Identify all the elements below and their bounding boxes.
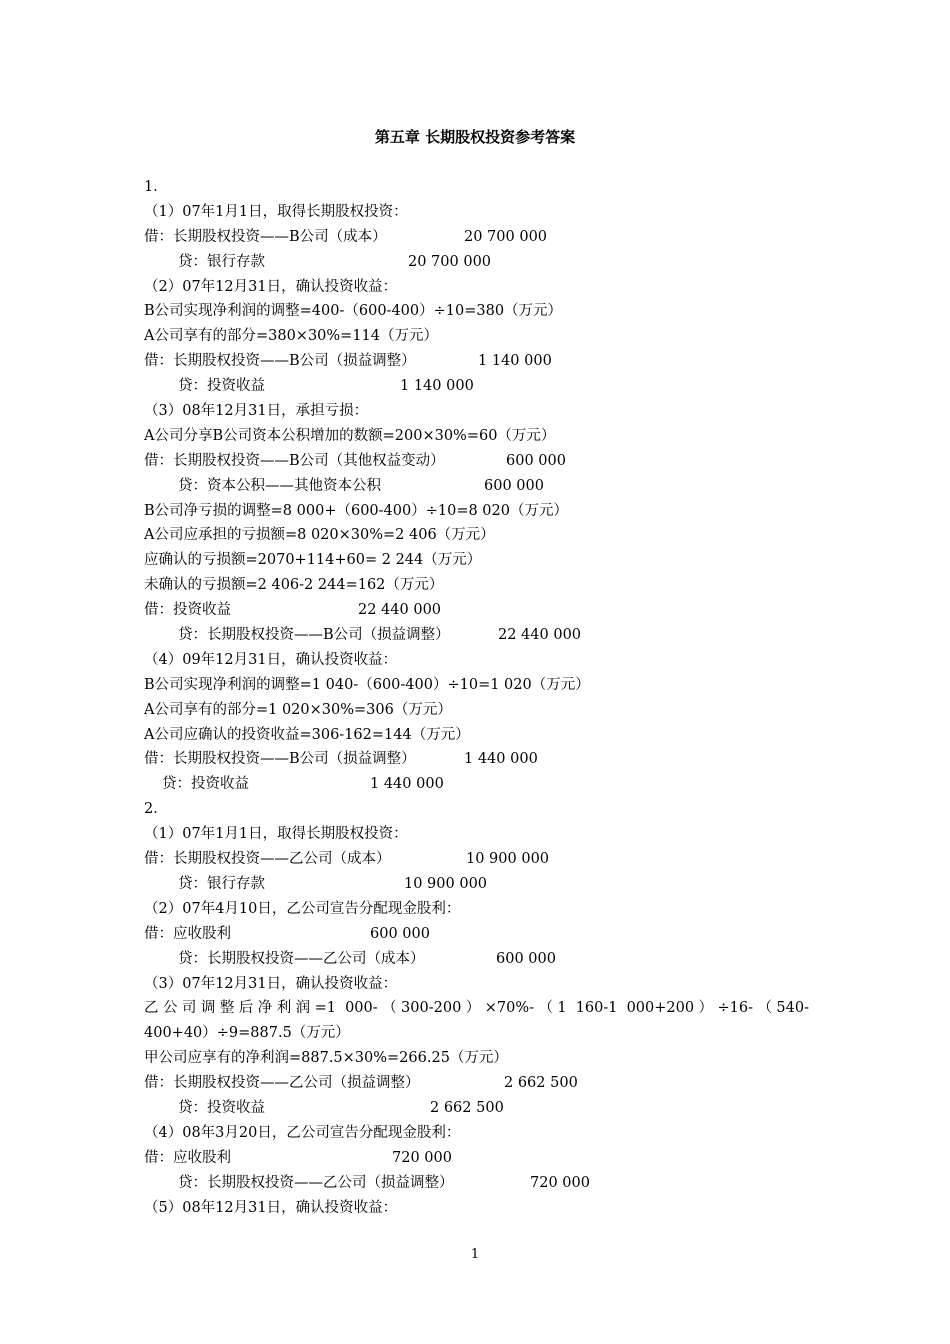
text-line: [144, 772, 809, 797]
line-text: 借：长期股权投资——B公司（成本）: [144, 228, 387, 245]
text-line: [144, 449, 809, 474]
text-line: [144, 499, 809, 524]
document-body: [144, 175, 809, 1220]
line-amount: 2 662 500: [430, 1099, 504, 1116]
text-line: [144, 996, 809, 1021]
line-amount: 10 900 000: [404, 875, 488, 892]
line-amount: 2 662 500: [504, 1075, 578, 1092]
text-line: [144, 399, 809, 424]
line-text: 乙公司调整后净利润=1 000-（300-200）×70%-（1 160-1 000+200）÷16-（540-: [144, 1000, 809, 1017]
text-line: [144, 847, 809, 872]
line-text: （2）07年4月10日，乙公司宣告分配现金股利：: [144, 900, 461, 917]
line-text: 未确认的亏损额=2 406-2 244=162（万元）: [144, 577, 444, 594]
line-text: 贷：长期股权投资——乙公司（损益调整）: [178, 1174, 454, 1191]
line-text: 贷：长期股权投资——B公司（损益调整）: [178, 627, 450, 644]
line-text: 2．: [144, 801, 168, 818]
text-line: [144, 1021, 809, 1046]
text-line: [144, 324, 809, 349]
line-text: （3）08年12月31日，承担亏损：: [144, 403, 369, 420]
text-line: [144, 573, 809, 598]
text-line: [144, 374, 809, 399]
line-text: 借：应收股利: [144, 1149, 231, 1166]
line-amount: 720 000: [392, 1149, 452, 1166]
line-text: 贷：投资收益: [162, 776, 249, 793]
text-line: [144, 1121, 809, 1146]
line-text: 借：应收股利: [144, 925, 231, 942]
line-text: （1）07年1月1日，取得长期股权投资：: [144, 203, 408, 220]
line-text: 借：长期股权投资——乙公司（损益调整）: [144, 1075, 420, 1092]
line-text: 借：长期股权投资——B公司（其他权益变动）: [144, 452, 445, 469]
text-line: [144, 523, 809, 548]
line-text: A公司应确认的投资收益=306-162=144（万元）: [144, 726, 470, 743]
text-line: [144, 424, 809, 449]
text-line: [144, 548, 809, 573]
text-line: [144, 822, 809, 847]
text-line: [144, 299, 809, 324]
line-text: 400+40）÷9=887.5（万元）: [144, 1025, 350, 1042]
line-text: B公司实现净利润的调整=1 040-（600-400）÷10=1 020（万元）: [144, 676, 590, 693]
line-text: 贷：投资收益: [178, 378, 265, 395]
text-line: [144, 1046, 809, 1071]
line-amount: 600 000: [506, 452, 566, 469]
line-amount: 1 140 000: [478, 353, 552, 370]
line-amount: 1 440 000: [370, 776, 444, 793]
line-text: 贷：银行存款: [178, 875, 265, 892]
text-line: [144, 972, 809, 997]
text-line: [144, 175, 809, 200]
text-line: [144, 897, 809, 922]
line-text: 应确认的亏损额=2070+114+60= 2 244（万元）: [144, 552, 482, 569]
line-text: A公司分享B公司资本公积增加的数额=200×30%=60（万元）: [144, 427, 556, 444]
line-amount: 22 440 000: [498, 627, 582, 644]
text-line: [144, 723, 809, 748]
line-text: 1．: [144, 179, 168, 195]
line-text: B公司净亏损的调整=8 000+（600-400）÷10=8 020（万元）: [144, 502, 568, 519]
line-text: （3）07年12月31日，确认投资收益：: [144, 975, 398, 992]
line-amount: 20 700 000: [464, 228, 548, 245]
text-line: [144, 947, 809, 972]
line-text: 借：长期股权投资——乙公司（成本）: [144, 851, 391, 868]
text-line: [144, 1146, 809, 1171]
text-line: [144, 747, 809, 772]
line-text: （5）08年12月31日，确认投资收益：: [144, 1199, 398, 1216]
text-line: [144, 1071, 809, 1096]
line-text: 贷：长期股权投资——乙公司（成本）: [178, 950, 425, 967]
line-text: （1）07年1月1日，取得长期股权投资：: [144, 826, 408, 843]
line-amount: 600 000: [484, 477, 544, 494]
line-amount: 1 440 000: [464, 751, 538, 768]
text-line: [144, 922, 809, 947]
line-text: 贷：投资收益: [178, 1099, 265, 1116]
text-line: [144, 872, 809, 897]
text-line: [144, 673, 809, 698]
line-text: A公司享有的部分=380×30%=114（万元）: [144, 328, 438, 345]
text-line: [144, 1171, 809, 1196]
line-text: A公司享有的部分=1 020×30%=306（万元）: [144, 701, 452, 718]
text-line: [144, 698, 809, 723]
line-amount: 22 440 000: [358, 602, 442, 619]
text-line: [144, 225, 809, 250]
line-amount: 720 000: [530, 1174, 590, 1191]
text-line: [144, 200, 809, 225]
line-amount: 1 140 000: [400, 378, 474, 395]
line-text: （4）09年12月31日，确认投资收益：: [144, 651, 398, 668]
line-text: B公司实现净利润的调整=400-（600-400）÷10=380（万元）: [144, 303, 563, 320]
line-text: （2）07年12月31日，确认投资收益：: [144, 278, 398, 295]
page-title: 第五章 长期股权投资参考答案: [374, 128, 576, 146]
page-number: 1: [470, 1247, 480, 1262]
text-line: [144, 797, 809, 822]
text-line: [144, 349, 809, 374]
line-text: 贷：资本公积——其他资本公积: [178, 477, 381, 494]
text-line: [144, 648, 809, 673]
line-text: 借：长期股权投资——B公司（损益调整）: [144, 353, 416, 370]
text-line: [144, 598, 809, 623]
line-text: A公司应承担的亏损额=8 020×30%=2 406（万元）: [144, 527, 495, 544]
line-text: （4）08年3月20日，乙公司宣告分配现金股利：: [144, 1124, 461, 1141]
line-amount: 600 000: [496, 950, 556, 967]
line-amount: 600 000: [370, 925, 430, 942]
line-text: 甲公司应享有的净利润=887.5×30%=266.25（万元）: [144, 1050, 508, 1067]
line-amount: 10 900 000: [466, 851, 550, 868]
line-amount: 20 700 000: [408, 253, 492, 270]
text-line: [144, 275, 809, 300]
line-text: 借：投资收益: [144, 602, 231, 619]
line-text: 贷：银行存款: [178, 253, 265, 270]
line-text: 借：长期股权投资——B公司（损益调整）: [144, 751, 416, 768]
text-line: [144, 250, 809, 275]
text-line: [144, 623, 809, 648]
text-line: [144, 1096, 809, 1121]
text-line: [144, 1196, 809, 1221]
text-line: [144, 474, 809, 499]
